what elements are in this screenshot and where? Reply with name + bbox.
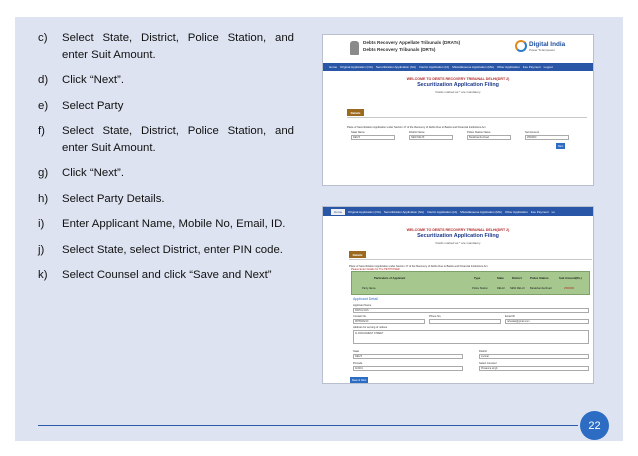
step-text: Select State, District, Police Station, and enter Suit Amount.	[62, 32, 294, 61]
nav-item-fee[interactable]: Fee Payment	[522, 65, 541, 69]
section-sub: Please Enter Details for The PETITIONER	[351, 268, 400, 271]
steps-list	[38, 30, 294, 293]
step-label: c)	[38, 32, 48, 44]
step-label: e)	[38, 99, 49, 112]
applicant-name-label: Applicant Name	[353, 304, 372, 307]
email-label: Email ID	[505, 315, 515, 318]
step-text: Click “Next”.	[62, 167, 125, 179]
table-header: Type	[474, 276, 481, 280]
nav-item-logout[interactable]: Logout	[543, 65, 553, 69]
table-header: Particulars of Applicant	[374, 276, 406, 280]
screenshot-sa-filing-step2	[322, 206, 594, 384]
district-label: District Name	[409, 131, 425, 134]
site-header	[323, 35, 593, 63]
suit-amount-label: Suit Amount	[525, 131, 539, 134]
step-label: i)	[38, 218, 45, 230]
digital-india-text: Digital India	[529, 41, 566, 48]
nav-item-home[interactable]: Home	[329, 65, 338, 69]
nav-item-oa[interactable]: Original Application (OA)	[348, 209, 381, 214]
section-label: Place of Securitization Application under Section 17 of the Recovery of Debts Due to Banks and Financial Institutions Act	[349, 265, 488, 268]
table-cell: NEW DELHI	[510, 287, 525, 290]
footer-rule	[38, 425, 578, 426]
nav-item-other[interactable]: Other Application	[496, 65, 520, 69]
address-label: Address for serving of notices	[353, 326, 388, 329]
phone-label: Phone No.	[429, 315, 442, 318]
emblem-icon	[350, 41, 359, 55]
phone-input[interactable]	[429, 319, 501, 324]
save-and-next-button[interactable]: Save & Next	[351, 378, 367, 382]
tribunal-heading: WELCOME TO DEBTS RECOVERY TRIBUNAL DELHI(DRT 2)	[406, 228, 510, 232]
table-header: State	[497, 276, 504, 280]
counsel-select[interactable]: Prasanna singh	[479, 366, 589, 371]
petitioner-table	[351, 271, 590, 295]
district-select[interactable]: NEW DELHI	[409, 135, 453, 140]
counsel-label: Select Counsel	[479, 362, 497, 365]
nav-item-ia[interactable]: Interim Application (IA)	[419, 65, 450, 69]
address-textarea[interactable]: 11 PARLIAMENT STREET	[353, 330, 589, 344]
section-label: Place of Securitization Application under Section 17 of the Recovery of Debts Due to Banks and Financial Institutions Act	[347, 126, 486, 129]
nav-bar	[323, 63, 593, 71]
email-input[interactable]: rahuldas@gmail.com	[505, 319, 589, 324]
pincode-input[interactable]: 110001	[353, 366, 463, 371]
step-label: g)	[38, 167, 49, 179]
step-item	[38, 267, 294, 284]
state-label: State	[353, 350, 360, 353]
required-note: Fields marked as * are mandatory	[435, 90, 481, 94]
applicant-heading: Applicant Detail	[353, 297, 378, 301]
step-label: d)	[38, 74, 49, 86]
table-cell: 2500000	[564, 287, 575, 290]
form-title: Securitization Application Filing	[417, 82, 499, 88]
step-text: Select State, select District, enter PIN code.	[62, 243, 283, 256]
nav-bar	[323, 207, 593, 216]
nav-item-sa[interactable]: Securitization Application (SA)	[375, 65, 417, 69]
step-text: Select Party	[62, 99, 124, 112]
nav-item-logout[interactable]: Lo	[551, 209, 555, 214]
contact-label: Contact No.	[353, 315, 367, 318]
required-note: Fields marked as * are mandatory	[435, 241, 481, 245]
page-number-badge: 22	[580, 411, 609, 440]
step-label: h)	[38, 192, 49, 205]
nav-item-sa[interactable]: Securitization Application (SA)	[383, 209, 425, 214]
details-pill: Details	[347, 109, 364, 116]
table-cell: Police Station	[472, 287, 488, 290]
screenshot-sa-filing-step1	[322, 34, 594, 186]
pincode-label: Pincode	[353, 362, 363, 365]
next-button[interactable]: Next	[557, 144, 564, 148]
step-text: Select Party Details.	[62, 192, 165, 205]
step-text: Select Counsel and click “Save and Next”	[62, 269, 272, 281]
step-label: f)	[38, 125, 45, 137]
divider	[347, 117, 587, 118]
step-text: Select State, District, Police Station, and enter Suit Amount.	[62, 125, 294, 154]
nav-item-oa[interactable]: Original Application (OA)	[340, 65, 373, 69]
table-header: Suit Amount(Rs.)	[559, 276, 582, 280]
district-select[interactable]: Central	[479, 354, 589, 359]
form-title: Securitization Application Filing	[417, 233, 499, 239]
step-text: Click “Next”.	[62, 74, 125, 86]
digital-india-tagline: Power To Empower	[529, 48, 555, 52]
details-pill: Details	[349, 251, 366, 258]
digital-india-logo-icon	[515, 40, 527, 52]
table-cell: Barakhamba Road	[530, 287, 552, 290]
table-header: Police Station	[530, 276, 549, 280]
state-select[interactable]: DELHI	[353, 354, 463, 359]
applicant-name-input[interactable]: RAHUL DAS	[353, 308, 589, 313]
tribunal-heading: WELCOME TO DEBTS RECOVERY TRIBUNAL DELHI(DRT 2)	[406, 77, 510, 81]
nav-item-home[interactable]: Home	[331, 209, 345, 215]
suit-amount-input[interactable]: 2500000	[525, 135, 569, 140]
nav-item-ma[interactable]: Miscellaneous Application (MA)	[452, 65, 494, 69]
step-label: k)	[38, 269, 48, 281]
police-station-select[interactable]: Barakhamba Road	[467, 135, 511, 140]
contact-input[interactable]: 9876543210	[353, 319, 425, 324]
table-cell: Party Name	[362, 287, 376, 290]
step-item	[38, 242, 294, 259]
step-item	[38, 191, 294, 208]
step-item	[38, 216, 294, 233]
step-item	[38, 123, 294, 156]
step-item	[38, 30, 294, 63]
police-station-label: Police Station Name	[467, 131, 491, 134]
step-label: j)	[38, 243, 45, 256]
divider	[349, 259, 592, 260]
step-item	[38, 72, 294, 89]
nav-item-fee[interactable]: Fee Payment	[530, 209, 549, 214]
table-header: District	[512, 276, 522, 280]
nav-item-other[interactable]: Other Application	[504, 209, 528, 214]
step-item	[38, 98, 294, 115]
step-item	[38, 165, 294, 182]
state-label: State Name	[351, 131, 365, 134]
org-name-line1: Debts Recovery Appellate Tribunals (DRATs)	[363, 40, 461, 45]
nav-item-ma[interactable]: Miscellaneous Application (MA)	[460, 209, 502, 214]
step-text: Enter Applicant Name, Mobile No, Email, ID.	[62, 218, 286, 230]
state-select[interactable]: DELHI	[351, 135, 395, 140]
district-label: District	[479, 350, 487, 353]
org-name-line2: Debts Recovery Tribunals (DRTs)	[363, 47, 436, 52]
nav-item-ia[interactable]: Interim Application (IA)	[427, 209, 458, 214]
table-cell: DELHI	[497, 287, 505, 290]
